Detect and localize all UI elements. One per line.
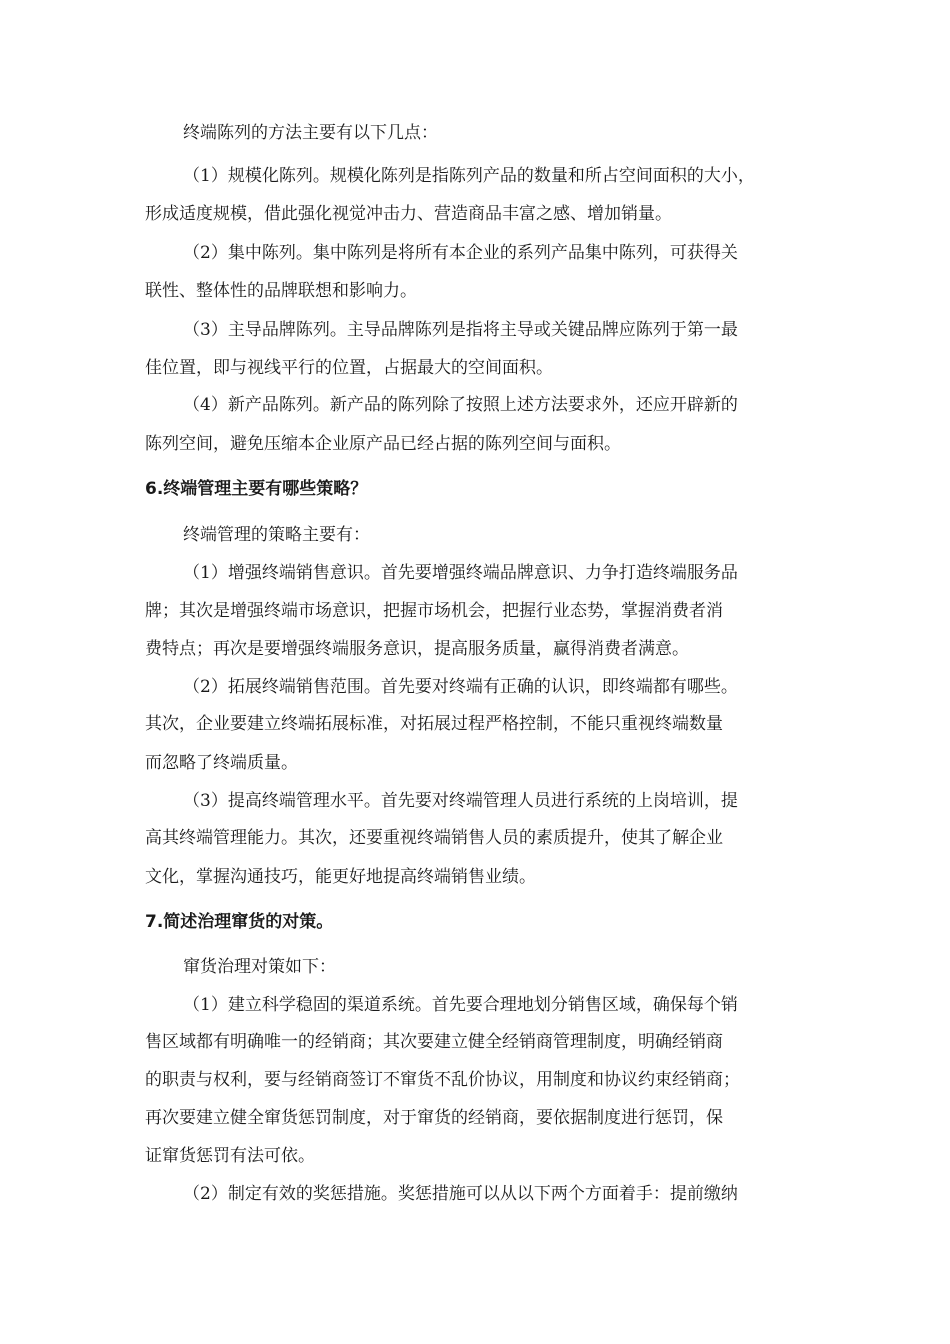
paragraph-line: 证窜货惩罚有法可依。 <box>145 1146 315 1166</box>
paragraph-line: 牌；其次是增强终端市场意识，把握市场机会，把握行业态势，掌握消费者消 <box>145 601 723 621</box>
section-heading-6: 6.终端管理主要有哪些策略？ <box>145 479 368 499</box>
paragraph-line: 形成适度规模，借此强化视觉冲击力、营造商品丰富之感、增加销量。 <box>145 204 672 224</box>
section-heading-7: 7.简述治理窜货的对策。 <box>145 912 334 932</box>
list-item-start: （2）集中陈列。集中陈列是将所有本企业的系列产品集中陈列，可获得关 <box>183 243 738 263</box>
paragraph-line: 售区域都有明确唯一的经销商；其次要建立健全经销商管理制度，明确经销商 <box>145 1032 723 1052</box>
paragraph-line: 文化，掌握沟通技巧，能更好地提高终端销售业绩。 <box>145 867 536 887</box>
list-item-start: （1）建立科学稳固的渠道系统。首先要合理地划分销售区域，确保每个销 <box>183 995 738 1015</box>
intro-line: 窜货治理对策如下： <box>183 957 336 977</box>
list-item-start: （3）提高终端管理水平。首先要对终端管理人员进行系统的上岗培训，提 <box>183 791 738 811</box>
intro-line: 终端管理的策略主要有： <box>183 525 370 545</box>
list-item-start: （2）制定有效的奖惩措施。奖惩措施可以从以下两个方面着手：提前缴纳 <box>183 1184 738 1204</box>
paragraph-line: 而忽略了终端质量。 <box>145 753 298 773</box>
paragraph-line: 联性、整体性的品牌联想和影响力。 <box>145 281 417 301</box>
paragraph-line: 其次，企业要建立终端拓展标准，对拓展过程严格控制，不能只重视终端数量 <box>145 714 723 734</box>
paragraph-line: 陈列空间，避免压缩本企业原产品已经占据的陈列空间与面积。 <box>145 434 621 454</box>
list-item-start: （1）规模化陈列。规模化陈列是指陈列产品的数量和所占空间面积的大小， <box>183 166 755 186</box>
paragraph-line: 佳位置，即与视线平行的位置，占据最大的空间面积。 <box>145 358 553 378</box>
paragraph-line: 的职责与权利，要与经销商签订不窜货不乱价协议，用制度和协议约束经销商； <box>145 1070 740 1090</box>
list-item-start: （2）拓展终端销售范围。首先要对终端有正确的认识，即终端都有哪些。 <box>183 677 738 697</box>
list-item-start: （1）增强终端销售意识。首先要增强终端品牌意识、力争打造终端服务品 <box>183 563 738 583</box>
paragraph-line: 费特点；再次是要增强终端服务意识，提高服务质量，赢得消费者满意。 <box>145 639 689 659</box>
list-item-start: （4）新产品陈列。新产品的陈列除了按照上述方法要求外，还应开辟新的 <box>183 395 738 415</box>
intro-line: 终端陈列的方法主要有以下几点： <box>183 123 438 143</box>
paragraph-line: 高其终端管理能力。其次，还要重视终端销售人员的素质提升，使其了解企业 <box>145 828 723 848</box>
paragraph-line: 再次要建立健全窜货惩罚制度，对于窜货的经销商，要依据制度进行惩罚，保 <box>145 1108 723 1128</box>
list-item-start: （3）主导品牌陈列。主导品牌陈列是指将主导或关键品牌应陈列于第一最 <box>183 320 738 340</box>
